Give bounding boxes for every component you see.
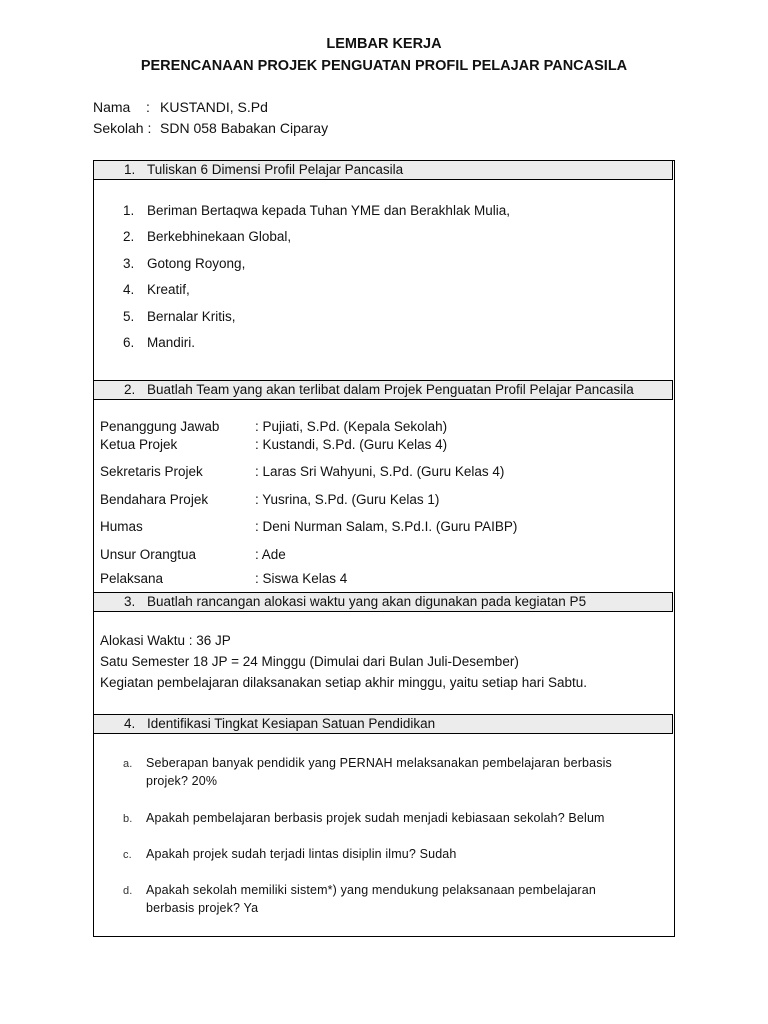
section-4-header [93, 714, 673, 734]
team-row: Penanggung Jawab : Pujiati, S.Pd. (Kepala Sekolah) [100, 419, 448, 434]
allocation-line: Kegiatan pembelajaran dilaksanakan setiap akhir minggu, yaitu setiap hari Sabtu. [100, 675, 588, 690]
team-row: Pelaksana : Siswa Kelas 4 [100, 571, 348, 586]
team-row: Humas : Deni Nurman Salam, S.Pd.I. (Guru PAIBP) [100, 519, 518, 534]
section-3-header [93, 592, 673, 612]
nama-row [93, 99, 268, 115]
section-3-number: 3. [124, 594, 136, 609]
section-2-number: 2. [124, 382, 136, 397]
sekolah-row [93, 120, 328, 136]
allocation-line: Satu Semester 18 JP = 24 Minggu (Dimulai dari Bulan Juli-Desember) [100, 654, 519, 669]
allocation-line: Alokasi Waktu : 36 JP [100, 633, 231, 648]
list-item: 5. Bernalar Kritis, [123, 309, 236, 324]
section-4-title: Identifikasi Tingkat Kesiapan Satuan Pendidikan [147, 716, 436, 731]
team-row: Ketua Projek : Kustandi, S.Pd. (Guru Kelas 4) [100, 437, 448, 452]
nama-colon: : [146, 99, 150, 115]
document-title: LEMBAR KERJA [326, 36, 442, 52]
list-item: 2. Berkebhinekaan Global, [123, 229, 292, 244]
team-row: Bendahara Projek : Yusrina, S.Pd. (Guru Kelas 1) [100, 492, 440, 507]
sekolah-value: SDN 058 Babakan Ciparay [160, 120, 329, 136]
section-4-number: 4. [124, 716, 136, 731]
nama-label: Nama [93, 99, 131, 115]
nama-value: KUSTANDI, S.Pd [160, 99, 268, 115]
list-item: 6. Mandiri. [123, 335, 196, 350]
section-1-title: Tuliskan 6 Dimensi Profil Pelajar Pancasila [147, 162, 404, 177]
list-item: 3. Gotong Royong, [123, 256, 246, 271]
section-3-title: Buatlah rancangan alokasi waktu yang akan digunakan pada kegiatan P5 [147, 594, 587, 609]
section-1-number: 1. [124, 162, 136, 177]
list-item: 1. Beriman Bertaqwa kepada Tuhan YME dan Berakhlak Mulia, [123, 203, 510, 218]
section-2-header [93, 380, 673, 400]
document-subtitle: PERENCANAAN PROJEK PENGUATAN PROFIL PELAJAR PANCASILA [140, 58, 628, 74]
list-item: 4. Kreatif, [123, 282, 190, 297]
section-2-title: Buatlah Team yang akan terlibat dalam Projek Penguatan Profil Pelajar Pancasila [147, 382, 634, 397]
sekolah-label: Sekolah : [93, 120, 152, 136]
section-1-header [93, 160, 673, 180]
team-row: Sekretaris Projek : Laras Sri Wahyuni, S.Pd. (Guru Kelas 4) [100, 464, 505, 479]
team-row: Unsur Orangtua : Ade [100, 547, 286, 562]
